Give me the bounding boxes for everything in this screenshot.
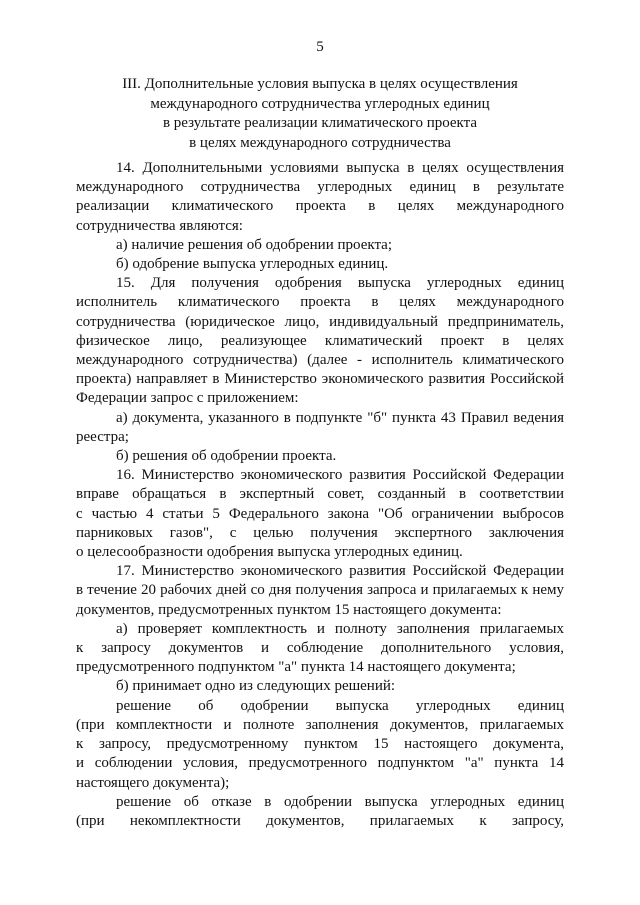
text-line: сотрудничества (юридическое лицо, индивидуальный предприниматель,	[76, 313, 564, 330]
paragraph-17-a	[76, 620, 564, 678]
document-body	[76, 159, 564, 831]
decision-approval	[76, 697, 564, 793]
text-line: а) наличие решения об одобрении проекта;	[116, 236, 393, 253]
page-number: 5	[316, 39, 324, 55]
text-line: 15. Для получения одобрения выпуска углеродных единиц	[116, 275, 564, 292]
paragraph-14	[76, 159, 564, 236]
text-line: к запросу документов и соблюдение дополнительного условия,	[76, 640, 564, 657]
paragraph-15-a	[76, 409, 564, 447]
text-line: а) проверяет комплектность и полноту заполнения прилагаемых	[116, 620, 564, 637]
section-title-line: III. Дополнительные условия выпуска в целях осуществления	[122, 76, 518, 92]
text-line: решение об отказе в одобрении выпуска углеродных единиц	[116, 793, 564, 810]
paragraph-17-b	[76, 677, 564, 696]
text-line: исполнитель климатического проекта в целях международного	[76, 294, 564, 311]
text-line: а) документа, указанного в подпункте "б" пункта 43 Правил ведения	[116, 409, 564, 426]
text-line: о целесообразности одобрения выпуска углеродных единиц.	[76, 544, 463, 561]
text-line: сотрудничества являются:	[76, 217, 243, 234]
text-line: международного сотрудничества углеродных единиц в результате	[76, 179, 564, 196]
text-line: настоящего документа);	[76, 774, 230, 791]
paragraph-15	[76, 274, 564, 408]
text-line: (при комплектности и полноте заполнения документов, прилагаемых	[76, 716, 564, 733]
text-line: 16. Министерство экономического развития Российской Федерации	[116, 467, 564, 484]
text-line: (при некомплектности документов, прилагаемых к запросу,	[76, 812, 564, 829]
text-line: 17. Министерство экономического развития Российской Федерации	[116, 563, 564, 580]
text-line: проекта) направляет в Министерство экономического развития Российской	[76, 371, 564, 388]
paragraph-15-b	[76, 447, 564, 466]
text-line: вправе обращаться в экспертный совет, созданный в соответствии	[76, 486, 564, 503]
section-title	[60, 75, 580, 153]
text-line: с частью 4 статьи 5 Федерального закона "Об ограничении выбросов	[76, 505, 564, 522]
text-line: международного сотрудничества) (далее - исполнитель климатического	[76, 352, 564, 369]
text-line: б) решения об одобрении проекта.	[116, 448, 337, 465]
paragraph-16	[76, 466, 564, 562]
text-line: документов, предусмотренных пунктом 15 настоящего документа:	[76, 601, 502, 618]
text-line: Федерации запрос с приложением:	[76, 390, 299, 407]
paragraph-17	[76, 562, 564, 620]
text-line: предусмотренного подпунктом "а" пункта 14 настоящего документа;	[76, 659, 516, 676]
section-title-line: в результате реализации климатического проекта	[162, 115, 478, 131]
text-line: парниковых газов", с целью получения экспертного заключения	[76, 524, 564, 541]
section-title-line: международного сотрудничества углеродных единиц	[150, 95, 490, 112]
text-line: реализации климатического проекта в целях международного	[76, 198, 564, 215]
text-line: 14. Дополнительными условиями выпуска в целях осуществления	[116, 160, 564, 176]
text-line: б) одобрение выпуска углеродных единиц.	[116, 256, 389, 273]
text-line: реестра;	[76, 428, 129, 445]
decision-refusal	[76, 793, 564, 831]
text-line: к запросу, предусмотренному пунктом 15 настоящего документа,	[76, 736, 564, 753]
text-line: и соблюдении условия, предусмотренного подпунктом "а" пункта 14	[76, 755, 564, 772]
section-title-line: в целях международного сотрудничества	[189, 134, 451, 151]
text-line: физическое лицо, реализующее климатический проект в целях	[76, 332, 564, 349]
text-line: б) принимает одно из следующих решений:	[116, 678, 396, 695]
paragraph-14-a	[76, 236, 564, 255]
text-line: в течение 20 рабочих дней со дня получения запроса и прилагаемых к нему	[76, 582, 564, 599]
paragraph-14-b	[76, 255, 564, 274]
text-line: решение об одобрении выпуска углеродных единиц	[116, 697, 564, 714]
